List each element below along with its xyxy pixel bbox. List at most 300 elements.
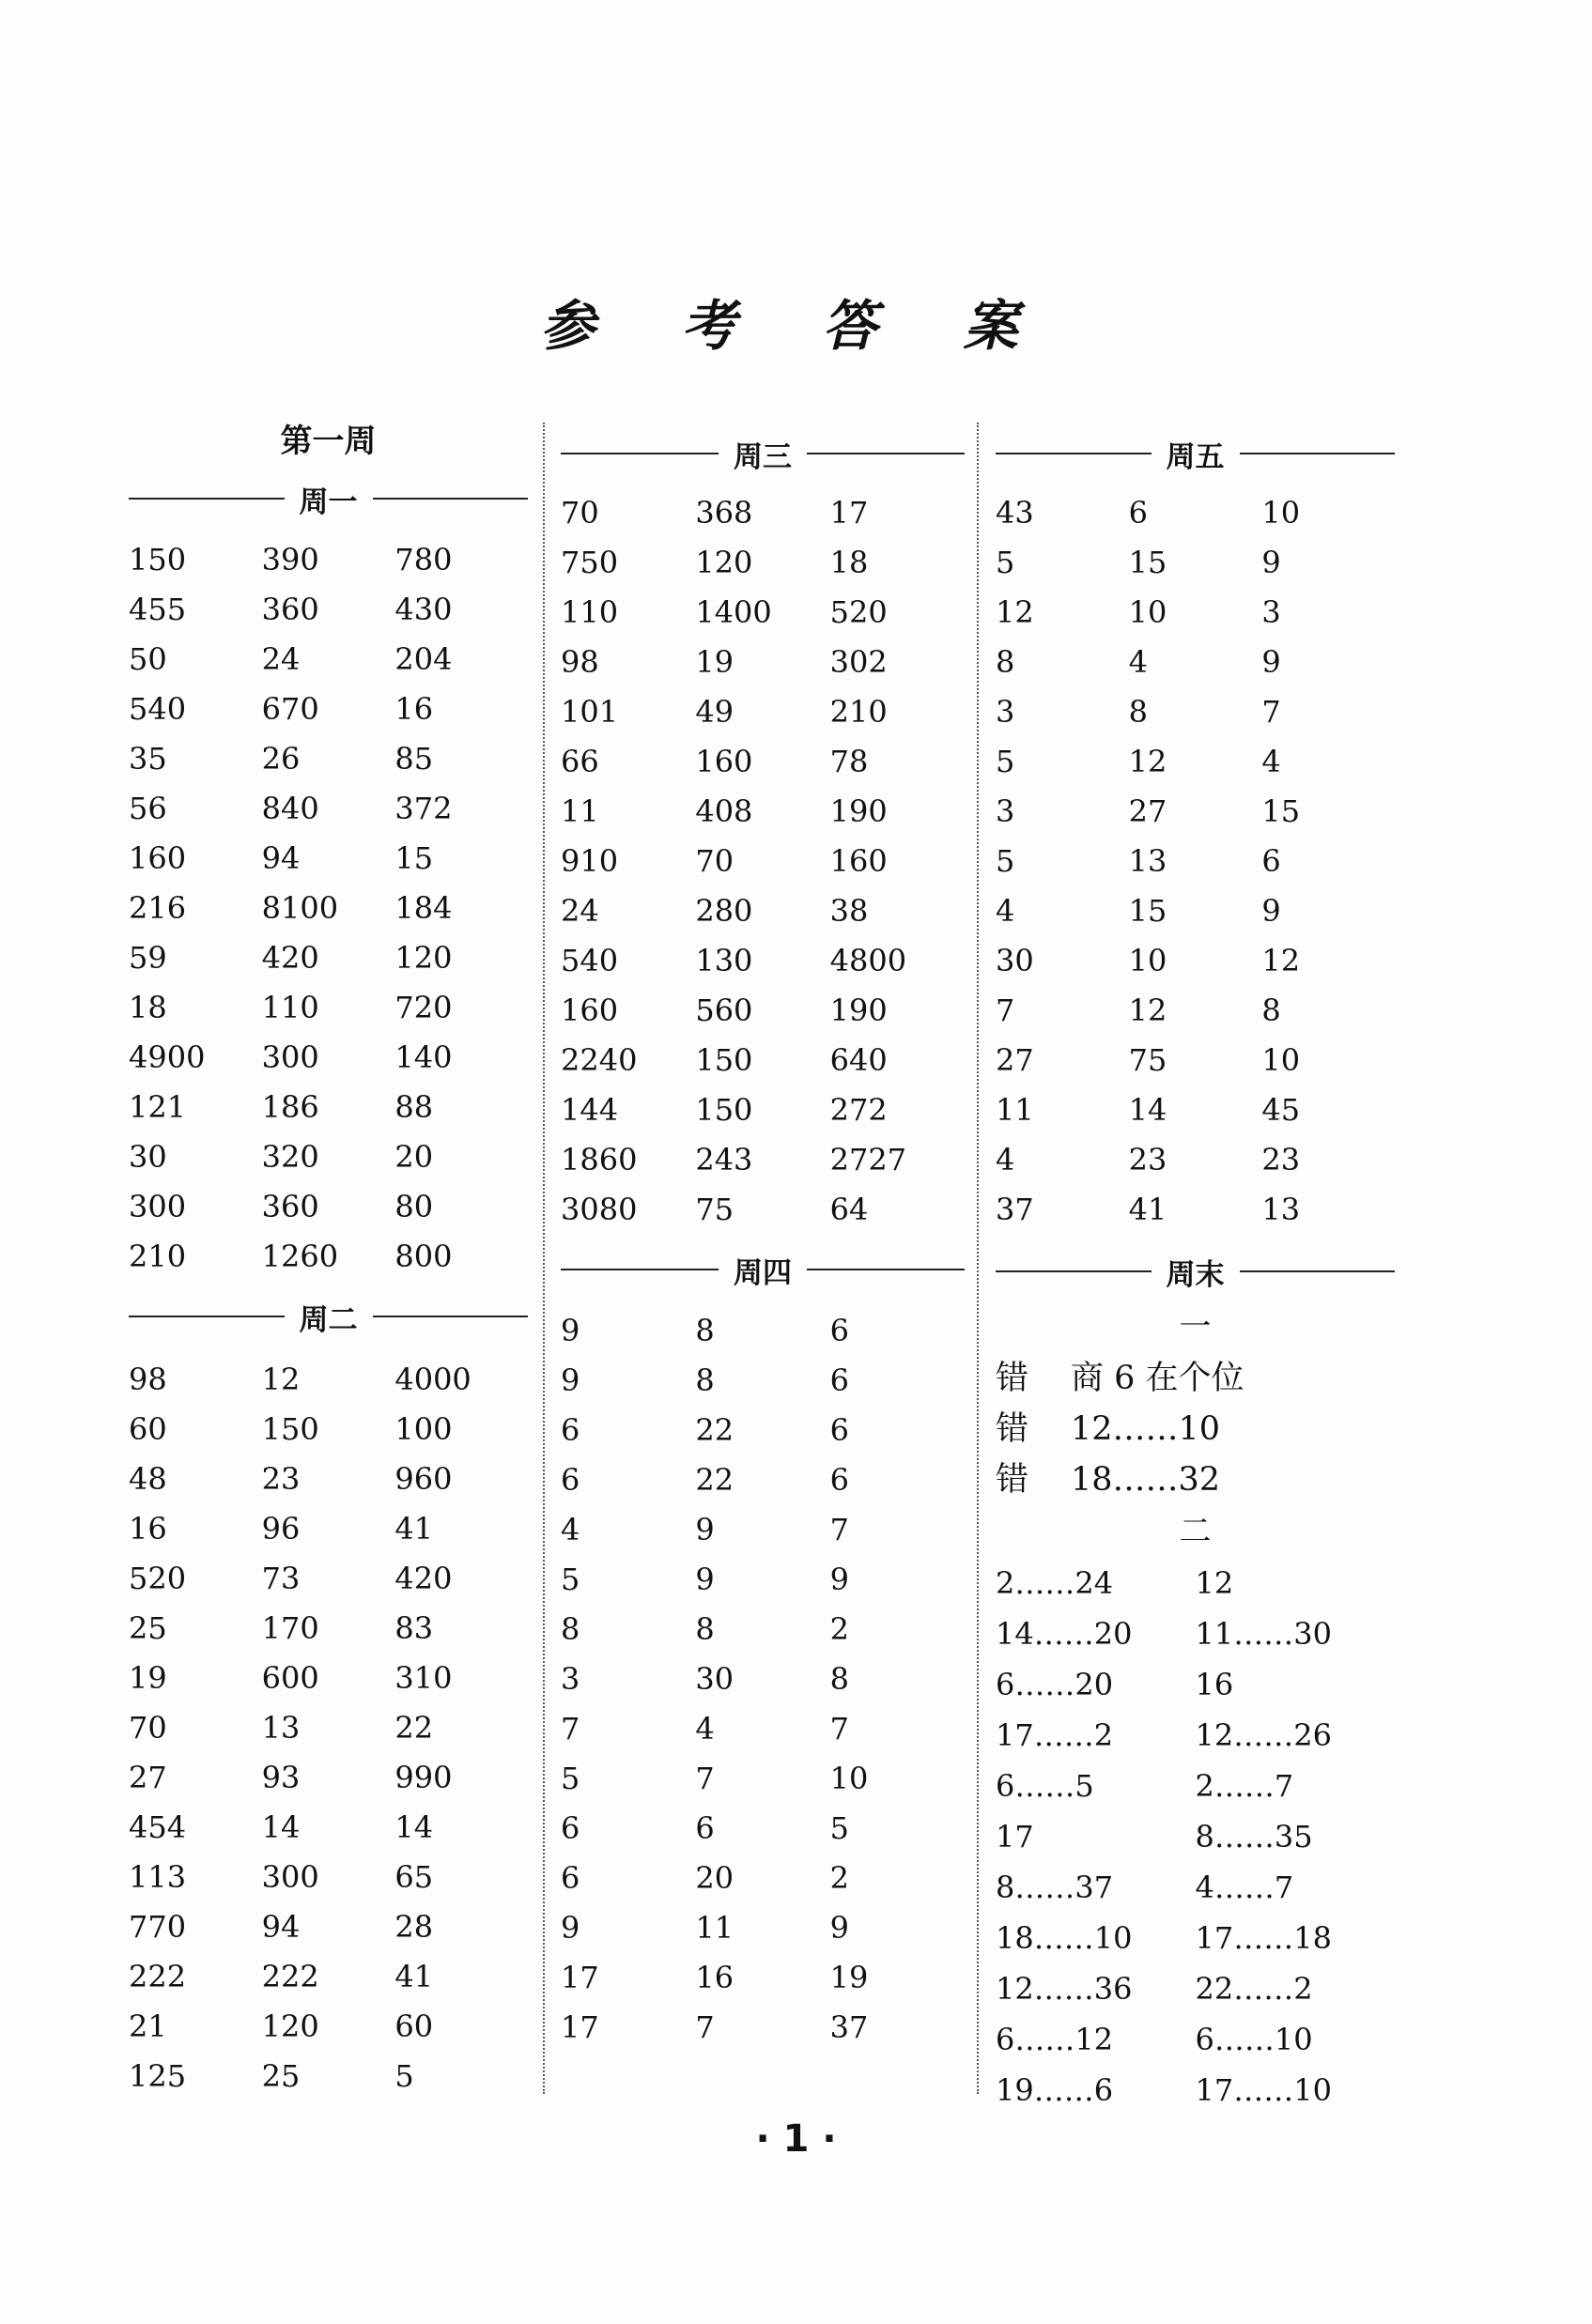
week-title: 第一周 — [280, 423, 377, 460]
answer-cell: 420 — [394, 1561, 453, 1596]
answer-cell: 17 — [561, 1960, 599, 1995]
answer-row — [996, 837, 1395, 886]
answer-cell: 3 — [996, 793, 1015, 829]
division-row — [996, 1558, 1395, 1608]
answer-cell: 6 — [561, 1860, 580, 1896]
answer-row — [129, 1504, 528, 1554]
answer-cell: 720 — [394, 990, 453, 1025]
answer-row — [129, 1182, 528, 1232]
answer-cell: 160 — [829, 843, 888, 879]
answer-cell: 50 — [129, 641, 167, 677]
division-answer: 18……10 — [996, 1920, 1133, 1956]
answer-cell: 12 — [1128, 993, 1167, 1028]
answer-cell: 310 — [394, 1660, 453, 1696]
answer-cell: 59 — [129, 940, 167, 976]
answer-cell: 6 — [829, 1462, 850, 1498]
answer-cell: 110 — [261, 990, 319, 1025]
answer-cell: 70 — [695, 843, 734, 879]
answer-cell: 9 — [1261, 545, 1281, 580]
division-row — [996, 1659, 1395, 1710]
answer-row — [996, 687, 1395, 737]
answer-cell: 15 — [1261, 793, 1301, 829]
answer-cell: 28 — [394, 1909, 434, 1945]
answer-row — [129, 1853, 528, 1902]
section-label: 周四 — [734, 1255, 792, 1290]
answer-cell: 600 — [261, 1660, 319, 1696]
answer-row — [129, 1703, 528, 1753]
division-row — [996, 1761, 1395, 1811]
part-heading-2: 二 — [1179, 1513, 1212, 1550]
answer-row — [129, 1083, 528, 1132]
answer-cell: 98 — [561, 644, 599, 680]
answer-cell: 750 — [561, 545, 619, 580]
answer-cell: 8100 — [261, 890, 339, 926]
answer-cell: 144 — [561, 1092, 619, 1128]
answer-row — [129, 1454, 528, 1504]
answer-cell: 372 — [394, 791, 453, 826]
column-week1 — [129, 413, 528, 2101]
answer-row — [561, 1903, 965, 1953]
answer-cell: 20 — [695, 1860, 734, 1896]
answer-row — [561, 1754, 965, 1804]
answer-cell: 130 — [695, 943, 753, 978]
answer-cell: 125 — [129, 2058, 187, 2094]
answer-cell: 150 — [695, 1042, 753, 1078]
answer-cell: 100 — [394, 1411, 453, 1447]
answer-cell: 6 — [829, 1362, 850, 1398]
answer-cell: 990 — [394, 1760, 453, 1795]
division-answer: 17 — [996, 1819, 1034, 1855]
answer-row — [561, 2003, 965, 2053]
answer-row — [561, 936, 965, 986]
answer-cell: 11 — [996, 1092, 1034, 1128]
answer-cell: 25 — [129, 1610, 167, 1646]
answer-cell: 2 — [829, 1860, 850, 1896]
answer-cell: 27 — [1128, 793, 1167, 829]
answer-cell: 27 — [129, 1760, 167, 1795]
division-row — [996, 1608, 1395, 1659]
answer-cell: 300 — [129, 1189, 187, 1224]
answer-row — [561, 1406, 965, 1455]
answer-cell: 23 — [1128, 1142, 1167, 1177]
section-header-thu — [561, 1240, 965, 1299]
answer-row — [561, 1036, 965, 1085]
answer-cell: 8 — [561, 1611, 580, 1647]
answer-cell: 5 — [561, 1761, 580, 1796]
answer-cell: 120 — [695, 545, 753, 580]
answer-cell: 56 — [129, 791, 167, 826]
answer-cell: 960 — [394, 1461, 453, 1497]
answer-cell: 368 — [695, 495, 753, 531]
answer-cell: 21 — [129, 2008, 167, 2044]
division-row — [996, 1963, 1395, 2014]
answer-cell: 670 — [261, 691, 319, 727]
answer-row — [561, 1854, 965, 1903]
judgement-row — [996, 1454, 1395, 1505]
answer-cell: 83 — [394, 1610, 434, 1646]
answer-cell: 22 — [394, 1710, 434, 1746]
answer-cell: 78 — [829, 744, 869, 779]
answer-cell: 8 — [695, 1362, 715, 1398]
answer-cell: 38 — [829, 893, 869, 929]
answer-cell: 12 — [996, 594, 1034, 630]
answer-cell: 6 — [829, 1313, 850, 1348]
answer-row — [129, 1554, 528, 1604]
answer-cell: 10 — [1128, 594, 1167, 630]
answer-cell: 9 — [561, 1910, 580, 1946]
answer-cell: 30 — [129, 1139, 167, 1175]
division-answer: 4……7 — [1195, 1870, 1294, 1905]
answer-cell: 5 — [561, 1562, 580, 1597]
answer-cell: 41 — [394, 1511, 434, 1547]
judgement-reason: 18……32 — [1071, 1461, 1221, 1499]
answer-cell: 85 — [394, 741, 434, 777]
answer-cell: 17 — [829, 495, 869, 531]
answer-cell: 37 — [829, 2009, 869, 2045]
answer-cell: 18 — [129, 990, 167, 1025]
answer-cell: 60 — [129, 1411, 167, 1447]
answer-cell: 243 — [695, 1142, 753, 1177]
answer-grid-fri — [996, 488, 1395, 1235]
answer-cell: 150 — [695, 1092, 753, 1128]
answer-grid-tue — [129, 1355, 528, 2101]
answer-row — [129, 933, 528, 983]
answer-cell: 150 — [129, 542, 187, 577]
answer-cell: 2727 — [829, 1142, 907, 1177]
division-row — [996, 1913, 1395, 1963]
answer-cell: 4 — [1128, 644, 1149, 680]
column-divider — [977, 423, 979, 2094]
answer-row — [129, 1654, 528, 1703]
answer-cell: 35 — [129, 741, 167, 777]
answer-cell: 6 — [561, 1462, 580, 1498]
answer-cell: 140 — [394, 1039, 453, 1075]
page-title: 参 考 答 案 — [540, 294, 1052, 358]
answer-cell: 160 — [561, 993, 619, 1028]
answer-cell: 45 — [1261, 1092, 1301, 1128]
answer-cell: 9 — [561, 1313, 580, 1348]
answer-row — [129, 1952, 528, 2002]
answer-row — [129, 2052, 528, 2101]
answer-cell: 4 — [996, 893, 1015, 929]
answer-cell: 640 — [829, 1042, 888, 1078]
division-answer: 11……30 — [1195, 1616, 1332, 1652]
answer-cell: 22 — [695, 1462, 734, 1498]
answer-cell: 12 — [1128, 744, 1167, 779]
answer-row — [561, 488, 965, 538]
answer-row — [129, 1232, 528, 1282]
section-label: 周五 — [1166, 439, 1225, 474]
answer-cell: 70 — [561, 495, 599, 531]
answer-row — [561, 588, 965, 638]
answer-cell: 184 — [394, 890, 453, 926]
answer-cell: 9 — [1261, 893, 1281, 929]
section-header-tue — [129, 1287, 528, 1346]
section-label: 周三 — [734, 439, 792, 474]
answer-row — [129, 635, 528, 685]
answer-row — [561, 1953, 965, 2003]
judgement-mark: 错 — [996, 1410, 1029, 1448]
answer-row — [561, 837, 965, 886]
division-answer: 19……6 — [996, 2072, 1114, 2108]
answer-row — [129, 884, 528, 933]
answer-row — [561, 1455, 965, 1505]
answer-cell: 110 — [561, 594, 619, 630]
answer-cell: 5 — [996, 843, 1015, 879]
answer-cell: 7 — [1261, 694, 1281, 730]
answer-cell: 10 — [1261, 1042, 1301, 1078]
section-header-fri — [996, 424, 1395, 483]
division-answer: 8……37 — [996, 1870, 1114, 1905]
answer-cell: 280 — [695, 893, 753, 929]
answer-cell: 15 — [394, 840, 434, 876]
answer-cell: 302 — [829, 644, 888, 680]
answer-grid-mon — [129, 535, 528, 1282]
answer-row — [129, 1132, 528, 1182]
answer-cell: 80 — [394, 1189, 434, 1224]
answer-cell: 520 — [829, 594, 888, 630]
answer-cell: 41 — [1128, 1192, 1167, 1227]
answer-cell: 6 — [829, 1412, 850, 1448]
answer-row — [561, 1306, 965, 1356]
answer-cell: 3 — [996, 694, 1015, 730]
column-divider — [543, 423, 545, 2094]
answer-cell: 7 — [695, 1761, 715, 1796]
division-answer: 22……2 — [1195, 1971, 1313, 2007]
answer-cell: 9 — [829, 1910, 850, 1946]
answer-cell: 3080 — [561, 1192, 638, 1227]
answer-cell: 4 — [996, 1142, 1015, 1177]
answer-row — [561, 1655, 965, 1704]
division-answer: 6……12 — [996, 2022, 1114, 2057]
answer-row — [129, 585, 528, 635]
answer-cell: 910 — [561, 843, 619, 879]
judgement-reason: 12……10 — [1071, 1410, 1221, 1448]
part-heading-1: 一 — [1179, 1308, 1212, 1346]
answer-row — [996, 1085, 1395, 1135]
answer-cell: 48 — [129, 1461, 167, 1497]
answer-cell: 800 — [394, 1239, 453, 1274]
answer-cell: 19 — [129, 1660, 167, 1696]
answer-cell: 75 — [1128, 1042, 1167, 1078]
answer-row — [561, 1505, 965, 1555]
answer-cell: 8 — [695, 1313, 715, 1348]
page-number: · 1 · — [755, 2117, 837, 2161]
answer-cell: 11 — [561, 793, 599, 829]
answer-cell: 8 — [996, 644, 1015, 680]
answer-cell: 390 — [261, 542, 319, 577]
answer-row — [129, 1033, 528, 1083]
judgement-mark: 错 — [996, 1461, 1029, 1499]
answer-cell: 6 — [1261, 843, 1281, 879]
answer-cell: 216 — [129, 890, 187, 926]
answer-cell: 18 — [829, 545, 869, 580]
answer-cell: 454 — [129, 1809, 187, 1845]
answer-cell: 11 — [695, 1910, 734, 1946]
answer-cell: 12 — [1261, 943, 1301, 978]
judgement-mark: 错 — [996, 1360, 1029, 1397]
division-answer: 6……10 — [1195, 2022, 1313, 2057]
answer-cell: 43 — [996, 495, 1034, 531]
answer-cell: 37 — [996, 1192, 1034, 1227]
answer-cell: 408 — [695, 793, 753, 829]
answer-cell: 24 — [261, 641, 301, 677]
answer-cell: 10 — [1128, 943, 1167, 978]
section-header-mon — [129, 469, 528, 528]
answer-row — [561, 986, 965, 1036]
answer-cell: 19 — [695, 644, 734, 680]
answer-cell: 66 — [561, 744, 599, 779]
answer-cell: 27 — [996, 1042, 1034, 1078]
answer-row — [561, 1555, 965, 1605]
answer-cell: 360 — [261, 1189, 319, 1224]
answer-cell: 113 — [129, 1859, 187, 1895]
answer-cell: 190 — [829, 793, 888, 829]
answer-cell: 9 — [829, 1562, 850, 1597]
answer-cell: 9 — [695, 1562, 715, 1597]
division-answer: 6……5 — [996, 1768, 1094, 1804]
section-header-weekend — [996, 1242, 1395, 1301]
answer-cell: 5 — [829, 1810, 850, 1846]
answer-cell: 160 — [695, 744, 753, 779]
division-answer: 6……20 — [996, 1667, 1114, 1702]
division-row — [996, 1862, 1395, 1913]
answer-cell: 88 — [394, 1089, 434, 1125]
answer-cell: 300 — [261, 1039, 319, 1075]
answer-cell: 14 — [394, 1809, 434, 1845]
answer-row — [996, 538, 1395, 588]
answer-row — [996, 588, 1395, 638]
answer-row — [129, 1803, 528, 1853]
answer-cell: 5 — [394, 2058, 414, 2094]
section-label: 周二 — [299, 1302, 358, 1337]
answer-grid-wed — [561, 488, 965, 1235]
answer-cell: 93 — [261, 1760, 301, 1795]
answer-cell: 12 — [261, 1362, 301, 1397]
answer-cell: 13 — [1261, 1192, 1301, 1227]
answer-cell: 3 — [1261, 594, 1281, 630]
answer-cell: 24 — [561, 893, 599, 929]
answer-cell: 360 — [261, 592, 319, 627]
division-answer: 17……18 — [1195, 1920, 1332, 1956]
division-row — [996, 2014, 1395, 2065]
answer-cell: 170 — [261, 1610, 319, 1646]
answer-cell: 10 — [1261, 495, 1301, 531]
answer-row — [129, 784, 528, 834]
answer-row — [996, 638, 1395, 687]
answer-cell: 65 — [394, 1859, 434, 1895]
answer-row — [561, 538, 965, 588]
weekend-part2 — [996, 1558, 1395, 2116]
answer-cell: 160 — [129, 840, 187, 876]
division-row — [996, 2065, 1395, 2116]
answer-cell: 60 — [394, 2008, 434, 2044]
answer-row — [561, 1704, 965, 1754]
answer-row — [561, 1605, 965, 1655]
answer-cell: 19 — [829, 1960, 869, 1995]
division-answer: 12……36 — [996, 1971, 1133, 2007]
answer-row — [996, 1185, 1395, 1235]
division-answer: 17……2 — [996, 1717, 1114, 1753]
answer-cell: 120 — [394, 940, 453, 976]
answer-cell: 3 — [561, 1661, 580, 1697]
answer-cell: 7 — [561, 1711, 580, 1747]
answer-cell: 96 — [261, 1511, 301, 1547]
answer-cell: 41 — [394, 1959, 434, 1994]
answer-row — [996, 787, 1395, 837]
answer-cell: 560 — [695, 993, 753, 1028]
answer-cell: 5 — [996, 744, 1015, 779]
answer-cell: 4800 — [829, 943, 907, 978]
answer-cell: 222 — [261, 1959, 319, 1994]
division-answer: 2……7 — [1195, 1768, 1294, 1804]
answer-cell: 8 — [1128, 694, 1149, 730]
weekend-part1 — [996, 1353, 1395, 1505]
judgement-row — [996, 1353, 1395, 1404]
answer-row — [996, 986, 1395, 1036]
answer-cell: 9 — [1261, 644, 1281, 680]
section-header-wed — [561, 424, 965, 483]
answer-row — [996, 1036, 1395, 1085]
answer-row — [996, 886, 1395, 936]
answer-cell: 4 — [695, 1711, 715, 1747]
answer-cell: 5 — [996, 545, 1015, 580]
answer-cell: 210 — [829, 694, 888, 730]
answer-row — [561, 886, 965, 936]
division-answer: 12 — [1195, 1565, 1234, 1601]
answer-cell: 15 — [1128, 545, 1167, 580]
answer-cell: 14 — [1128, 1092, 1167, 1128]
answer-cell: 430 — [394, 592, 453, 627]
answer-row — [129, 1405, 528, 1454]
answer-cell: 1260 — [261, 1239, 339, 1274]
answer-cell: 16 — [129, 1511, 167, 1547]
answer-cell: 10 — [829, 1761, 869, 1796]
answer-cell: 30 — [996, 943, 1034, 978]
answer-cell: 8 — [1261, 993, 1281, 1028]
section-label: 周一 — [299, 485, 358, 519]
answer-row — [996, 1135, 1395, 1185]
answer-row — [129, 1355, 528, 1405]
division-answer: 8……35 — [1195, 1819, 1313, 1855]
answer-row — [129, 734, 528, 784]
answer-cell: 16 — [695, 1960, 734, 1995]
answer-cell: 320 — [261, 1139, 319, 1175]
answer-cell: 73 — [261, 1561, 301, 1596]
answer-cell: 98 — [129, 1362, 167, 1397]
answer-row — [129, 1902, 528, 1952]
answer-cell: 455 — [129, 592, 187, 627]
answer-cell: 64 — [829, 1192, 869, 1227]
answer-cell: 9 — [561, 1362, 580, 1398]
answer-cell: 30 — [695, 1661, 734, 1697]
answer-cell: 4 — [1261, 744, 1281, 779]
answer-row — [996, 488, 1395, 538]
answer-cell: 540 — [129, 691, 187, 727]
answer-cell: 70 — [129, 1710, 167, 1746]
answer-cell: 17 — [561, 2009, 599, 2045]
answer-cell: 26 — [261, 741, 301, 777]
division-answer: 12……26 — [1195, 1717, 1332, 1753]
division-answer: 14……20 — [996, 1616, 1133, 1652]
answer-row — [129, 1753, 528, 1803]
answer-cell: 7 — [695, 2009, 715, 2045]
answer-cell: 8 — [695, 1611, 715, 1647]
answer-cell: 6 — [561, 1412, 580, 1448]
answer-cell: 7 — [829, 1711, 850, 1747]
answer-row — [561, 1135, 965, 1185]
answer-row — [129, 535, 528, 585]
